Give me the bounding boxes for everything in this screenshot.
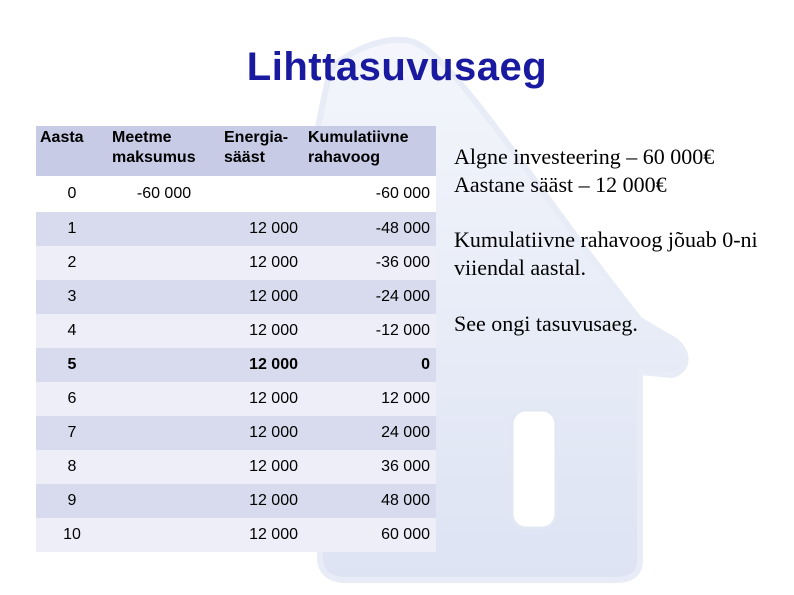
saving-cell: 12 000 [220,416,304,450]
cumulative-cell: 60 000 [304,518,436,552]
table-row [36,314,436,348]
table-row [36,450,436,484]
year-cell: 9 [36,484,108,518]
year-cell: 10 [36,518,108,552]
cumulative-cell: 12 000 [304,382,436,416]
cumulative-cell: -60 000 [304,176,436,212]
cumulative-cell: -12 000 [304,314,436,348]
saving-cell: 12 000 [220,246,304,280]
table-row [36,246,436,280]
table-row [36,382,436,416]
saving-cell: 12 000 [220,450,304,484]
table-row [36,176,436,212]
year-cell: 1 [36,212,108,246]
year-cell: 4 [36,314,108,348]
table-row [36,518,436,552]
header-saving: Energia- sääst [220,126,304,176]
table-header-row [36,126,436,176]
table-row [36,280,436,314]
saving-cell: 12 000 [220,348,304,382]
header-year: Aasta [36,126,108,176]
table-row [36,484,436,518]
saving-cell: 12 000 [220,382,304,416]
cumulative-cell: -24 000 [304,280,436,314]
cost-cell [108,280,220,314]
annual-saving-note: Aastane sääst – 12 000€ [454,172,667,197]
cost-cell [108,484,220,518]
conclusion-note: See ongi tasuvusaeg. [454,311,638,336]
saving-cell [220,176,304,212]
cost-cell [108,450,220,484]
cumulative-cell: -48 000 [304,212,436,246]
cost-cell [108,212,220,246]
year-cell: 5 [36,348,108,382]
cumulative-cell: 0 [304,348,436,382]
cost-cell [108,518,220,552]
saving-cell: 12 000 [220,518,304,552]
saving-cell: 12 000 [220,484,304,518]
cumulative-cell: 24 000 [304,416,436,450]
year-cell: 3 [36,280,108,314]
header-cumulative: Kumulatiivne rahavoog [304,126,436,176]
cost-cell: -60 000 [108,176,220,212]
cost-cell [108,246,220,280]
header-cost: Meetme maksumus [108,126,220,176]
table-row [36,348,436,382]
cost-cell [108,416,220,450]
cost-cell [108,348,220,382]
cost-cell [108,314,220,348]
year-cell: 2 [36,246,108,280]
investment-note: Algne investeering – 60 000€ [454,144,715,169]
table-row [36,416,436,450]
year-cell: 7 [36,416,108,450]
year-cell: 0 [36,176,108,212]
payback-table [36,126,436,552]
cumulative-note: Kumulatiivne rahavoog jõuab 0-ni viiendal aastal. [454,227,758,280]
saving-cell: 12 000 [220,314,304,348]
cumulative-cell: -36 000 [304,246,436,280]
cumulative-cell: 48 000 [304,484,436,518]
year-cell: 6 [36,382,108,416]
table-row [36,212,436,246]
year-cell: 8 [36,450,108,484]
cost-cell [108,382,220,416]
slide-title: Lihttasuvusaeg [246,45,548,89]
saving-cell: 12 000 [220,280,304,314]
cumulative-cell: 36 000 [304,450,436,484]
saving-cell: 12 000 [220,212,304,246]
